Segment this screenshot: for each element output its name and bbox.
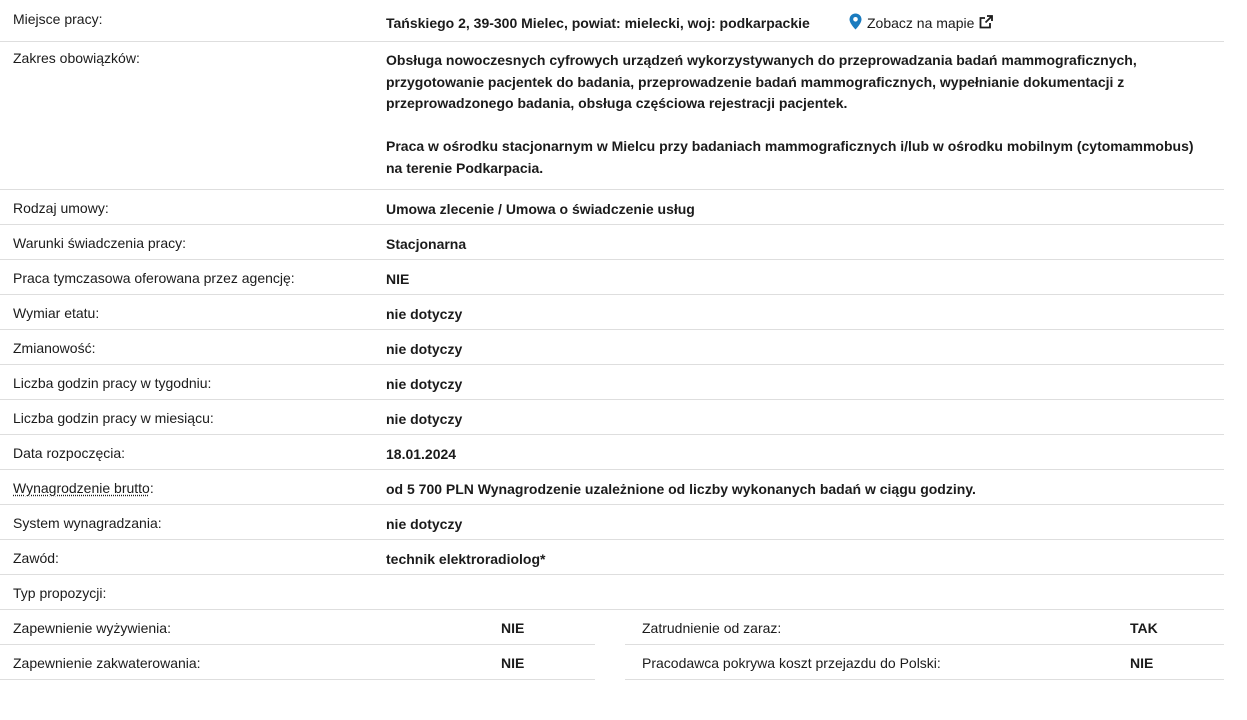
responsibilities-value <box>386 50 1198 179</box>
hours-month-label: Liczba godzin pracy w miesiącu: <box>13 410 214 426</box>
travel-value: NIE <box>1130 655 1154 671</box>
proposal-travel <box>625 645 1224 680</box>
row-responsibilities <box>0 42 1224 190</box>
map-pin-icon <box>849 13 862 33</box>
contract-type-value: Umowa zlecenie / Umowa o świadczenie usług <box>386 201 695 217</box>
responsibilities-paragraph-2: Praca w ośrodku stacjonarnym w Mielcu przy badaniach mammograficznych i/lub w ośrodku mobilnym (cytomammobus) na terenie Podkarpacia. <box>386 138 1194 176</box>
hours-week-label: Liczba godzin pracy w tygodniu: <box>13 375 212 391</box>
row-shifts <box>0 330 1224 365</box>
row-work-conditions <box>0 225 1224 260</box>
start-date-label: Data rozpoczęcia: <box>13 445 126 461</box>
proposal-food <box>0 610 595 645</box>
food-label: Zapewnienie wyżywienia: <box>13 620 171 636</box>
proposal-type-label: Typ propozycji: <box>13 585 107 601</box>
row-workplace <box>0 0 1224 42</box>
row-hours-month <box>0 400 1224 435</box>
map-link[interactable] <box>849 13 993 33</box>
working-time-label: Wymiar etatu: <box>13 305 100 321</box>
row-start-date <box>0 435 1224 470</box>
pay-system-value: nie dotyczy <box>386 516 463 532</box>
hours-week-value: nie dotyczy <box>386 376 463 392</box>
pay-system-label: System wynagradzania: <box>13 515 162 531</box>
map-link-label[interactable]: Zobacz na mapie <box>867 15 975 31</box>
shifts-value: nie dotyczy <box>386 341 463 357</box>
gross-salary-colon: : <box>149 480 154 496</box>
working-time-value: nie dotyczy <box>386 306 463 322</box>
workplace-value: Tańskiego 2, 39-300 Mielec, powiat: mielecki, woj: podkarpackie <box>386 15 810 31</box>
row-pay-system <box>0 505 1224 540</box>
proposal-immediate <box>625 610 1224 645</box>
responsibilities-paragraph-1: Obsługa nowoczesnych cyfrowych urządzeń wykorzystywanych do przeprowadzania badań mammograficznych, przygotowanie pacjentek do badania, przeprowadzenie badań mammograficznych, wypełnianie dokumentacji z przeprowadzonego badania, obsługa częściowa rejestracji pacjentek. <box>386 52 1137 111</box>
row-working-time <box>0 295 1224 330</box>
responsibilities-label: Zakres obowiązków: <box>13 50 140 66</box>
profession-label: Zawód: <box>13 550 59 566</box>
row-profession <box>0 540 1224 575</box>
proposal-grid <box>0 610 1224 680</box>
work-conditions-value: Stacjonarna <box>386 236 467 252</box>
shifts-label: Zmianowość: <box>13 340 96 356</box>
start-date-value: 18.01.2024 <box>386 446 457 462</box>
gross-salary-label <box>13 480 154 496</box>
profession-value: technik elektroradiolog* <box>386 551 546 567</box>
temp-agency-value: NIE <box>386 271 410 287</box>
food-value: NIE <box>501 620 525 636</box>
row-temp-agency <box>0 260 1224 295</box>
immediate-label: Zatrudnienie od zaraz: <box>642 620 782 636</box>
immediate-value: TAK <box>1130 620 1158 636</box>
row-contract-type <box>0 190 1224 225</box>
row-hours-week <box>0 365 1224 400</box>
contract-type-label: Rodzaj umowy: <box>13 200 109 216</box>
gross-salary-value: od 5 700 PLN Wynagrodzenie uzależnione od liczby wykonanych badań w ciągu godziny. <box>386 481 976 497</box>
workplace-label: Miejsce pracy: <box>13 11 103 27</box>
external-link-icon <box>979 15 993 32</box>
travel-label: Pracodawca pokrywa koszt przejazdu do Polski: <box>642 655 941 671</box>
work-conditions-label: Warunki świadczenia pracy: <box>13 235 186 251</box>
temp-agency-label: Praca tymczasowa oferowana przez agencję: <box>13 270 295 286</box>
row-gross-salary <box>0 470 1224 505</box>
proposal-housing <box>0 645 595 680</box>
row-proposal-type <box>0 575 1224 610</box>
gross-salary-term[interactable]: Wynagrodzenie brutto <box>13 480 150 496</box>
housing-label: Zapewnienie zakwaterowania: <box>13 655 201 671</box>
hours-month-value: nie dotyczy <box>386 411 463 427</box>
housing-value: NIE <box>501 655 525 671</box>
